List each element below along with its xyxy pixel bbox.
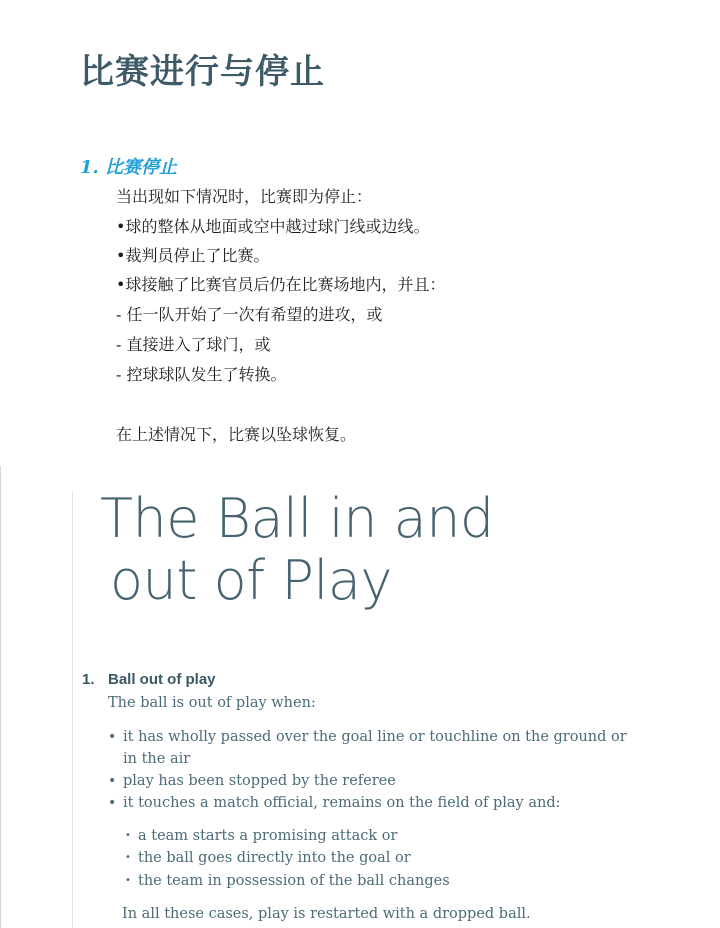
zh-sub-bullet-1: - 任一队开始了一次有希望的进攻，或 (116, 305, 383, 324)
en-closing: In all these cases, play is restarted with a dropped ball. (122, 906, 531, 922)
en-page-title (100, 488, 494, 612)
zh-sub-bullet-3: - 控球球队发生了转换。 (116, 365, 287, 384)
bullet-dot: • (108, 795, 117, 811)
en-sub-bullet-2: the ball goes directly into the goal or (138, 850, 411, 866)
margin-rule (72, 492, 73, 928)
sub-bullet-dot: • (125, 830, 131, 841)
en-section-title: Ball out of play (108, 671, 216, 688)
en-sub-bullet-3: the team in possession of the ball changes (138, 873, 450, 889)
bullet-dot: • (108, 773, 117, 789)
zh-intro-line: 当出现如下情况时，比赛即为停止： (116, 187, 373, 206)
zh-bullet-2: •裁判员停止了比赛。 (116, 246, 270, 265)
zh-bullet-3: •球接触了比赛官员后仍在比赛场地内，并且： (116, 275, 446, 294)
en-bullet-3: it touches a match official, remains on the field of play and: (123, 795, 561, 811)
en-sub-bullet-1: a team starts a promising attack or (138, 828, 398, 844)
page-edge-divider (0, 466, 1, 928)
zh-closing-line: 在上述情况下，比赛以坠球恢复。 (116, 425, 357, 444)
en-bullet-1: it has wholly passed over the goal line or touchline on the ground or (123, 729, 627, 745)
en-bullet-2: play has been stopped by the referee (123, 773, 396, 789)
zh-bullet-1: •球的整体从地面或空中越过球门线或边线。 (116, 217, 430, 236)
en-title-line-2: out of Play (110, 549, 392, 612)
en-bullet-1-cont: in the air (123, 751, 191, 767)
sub-bullet-dot: • (125, 852, 131, 863)
sub-bullet-dot: • (125, 875, 131, 886)
zh-section-heading: 1. 比赛停止 (80, 157, 178, 178)
en-section-heading (82, 670, 216, 690)
zh-page-title: 比赛进行与停止 (80, 52, 325, 92)
en-title-line-1: The Ball in and (100, 487, 494, 550)
zh-sub-bullet-2: - 直接进入了球门，或 (116, 335, 271, 354)
en-intro: The ball is out of play when: (108, 695, 316, 711)
en-section-number: 1. (82, 671, 95, 688)
bullet-dot: • (108, 729, 117, 745)
